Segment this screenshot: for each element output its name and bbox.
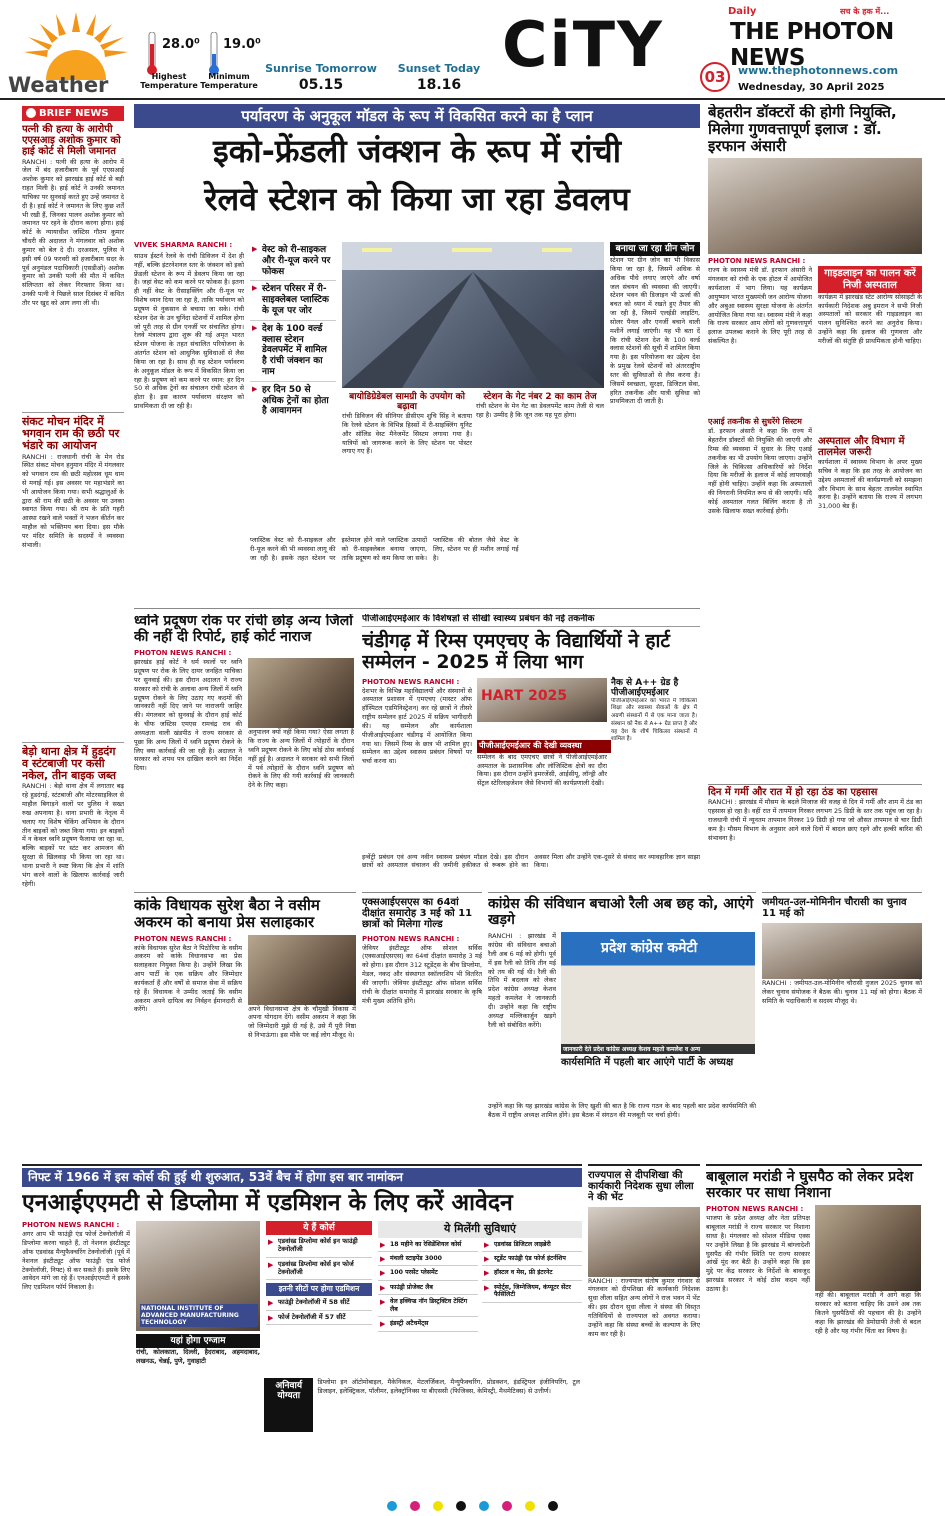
facility-item: ▶ एडवांस्ड डिजिटल लाइब्रेरी — [482, 1238, 582, 1252]
babulal-photo — [815, 1205, 921, 1291]
lead-bottom-text: प्लास्टिक वेस्ट को री-साइकल और री-यूज करने की भी व्यवस्था लागू की जा रही है। इसके तहत स्टेशन पर इस्तेमाल होने वाले प्लास्टिक उत्पादों को री-साइक्लेबल बनाया जाएगा, ताकि प्रदूषण को कम किया जा सके। प्लास्टिक की बोतल जैसे वेस्ट के लिए, स्टेशन पर ही मशीन लगाई गई है। — [250, 536, 519, 562]
hart-photo-label: HART 2025 — [481, 687, 568, 704]
rims-body: देशभर के विभिन्न महाविद्यालयों और संस्थानों से अस्पताल प्रशासन में एमएचए (मास्टर ऑफ हॉस्पिटल एडमिनिस्ट्रेशन) कर रहे छात्रों ने तीसरे राष्ट्रीय सम्मेलन हार्ट 2025 में सक्रिय भागीदारी की। यह सम्मेलन और कार्यशाला पीजीआईएमईआर चंडीगढ़ में आयोजित किया गया था। जिसमें रिम्स के छात्र भी शामिल हुए। सम्मेलन का उद्देश्य स्वास्थ्य प्रबंधन विषयों पर चर्चा करना था। — [362, 686, 472, 766]
sunrise-time: 05.15 — [298, 78, 344, 93]
congress-body: RANCHI : झारखंड में कांग्रेस की संविधान बचाओ रैली अब 6 मई को होगी। पूर्व में इस रैली को तिथि तीन मई को तय की गई थी। रैली की तिथि में बदलाव को लेकर प्रदेश कांग्रेस अध्यक्ष केशव महतो कमलेश ने जानकारी दी। उन्होंने कहा कि राष्ट्रीय अध्यक्ष मल्लिकार्जुन खड़गे रैली को संबोधित करेंगे। — [488, 932, 556, 1029]
xaviers-byline: PHOTON NEWS RANCHI : — [362, 934, 460, 943]
doctors-story — [708, 104, 922, 774]
sudha-photo — [588, 1207, 700, 1277]
doctors-headline: बेहतरीन डॉक्टरों की होगी नियुक्ति, मिलेगा गुणवत्तापूर्ण इलाज : डॉ. इरफान अंसारी — [708, 104, 897, 155]
hart-event-photo — [477, 678, 607, 722]
jamiyat-story — [762, 892, 922, 1160]
website-link[interactable]: www.thephotonnews.com — [738, 64, 899, 77]
lead-headline-2: रेलवे स्टेशन को किया जा रहा डेवलप — [204, 180, 630, 218]
niamt-kicker: निफ्ट में 1966 में इस कोर्स की हुई थी शुरुआत, 53वें बैच में होगा इस बार नामांकन — [22, 1168, 582, 1187]
caption-2-head: स्टेशन के गेट नंबर 2 का काम तेज — [483, 392, 597, 402]
niamt-story — [22, 1164, 582, 1474]
rims-bottom: इन्वेंट्री प्रबंधन एवं अन्य नवीन स्वास्थ्य प्रबंधन मॉडल देखे। इस दौरान छात्रों को अस्पताल संचालन की जमीनी हकीकत से रूबरू होने का अवसर मिला और उन्होंने एक-दूसरे से संवाद कर व्यावहारिक ज्ञान साझा किया। — [362, 852, 700, 870]
facility-item: ▶ इंडस्ट्री अटैचमेंट्स — [378, 1317, 478, 1331]
exam-head: यहां होगा एग्जाम — [136, 1334, 260, 1348]
rims-byline: PHOTON NEWS RANCHI : — [362, 677, 460, 686]
facility-item: ▶ वेल इक्विप्ड नॉन डिस्ट्रक्टिव टेस्टिंग लैब — [378, 1295, 478, 1317]
niamt-body: अगर आप भी फाउंड्री एंड फोर्ज टेक्नोलॉजी में डिप्लोमा करना चाहते हैं, तो नेशनल इंस्टीट्यूट ऑफ एडवांस्ड मैन्युफैक्चरिंग टेक्नोलॉजी (पूर्व में नेशनल इंस्टीट्यूट ऑफ फाउंड्री एंड फोर्ज टेक्नोलॉजी, निफ्ट) से कर सकते हैं। इसके लिए आवेदन मांगे जा रहे हैं। एनआईएएमटी ने इसके लिए एडमिशन फॉर्म निकाला है। — [22, 1230, 130, 1292]
kanke-byline: PHOTON NEWS RANCHI : — [134, 934, 232, 943]
facilities-head: ये मिलेंगी सुविधाएं — [378, 1221, 582, 1237]
niamt-headline: एनआईएएमटी से डिप्लोमा में एडमिशन के लिए करें आवेदन — [22, 1190, 513, 1217]
babulal-body-2: नहीं की। बाबूलाल मरांडी ने आगे कहा कि सरकार को बताना चाहिए कि उसने अब तक कितने घुसपैठियों की पहचान की है। उन्होंने कहा कि झारखंड की डेमोग्राफी तेजी से बदल रही है और यह गंभीर चिंता का विषय है। — [815, 1291, 921, 1335]
jamiyat-photo — [762, 923, 922, 979]
rims-kicker: पीजीआईएमईआर के विशेषज्ञों से सीखी स्वास्थ्य प्रबंधन की नई तकनीक — [362, 614, 700, 627]
brief-news-label: BRIEF NEWS — [39, 108, 109, 119]
xaviers-body: जेवियर इंस्टीट्यूट ऑफ सोशल सर्विस (एक्सआईएसएस) का 64वां दीक्षांत समारोह 3 मई को होगा। इस दौरान 312 स्टूडेंट्स के बीच डिप्लोमा, मेडल, नकद और संस्थागत स्कॉलरशिप भी वितरित की जाएगी। जेवियर इंस्टीट्यूट ऑफ सोशल सर्विस रांची के दीक्षांत समारोह में झारखंड सरकार के कृषि मंत्री मुख्य अतिथि होंगे। — [362, 943, 482, 1005]
babulal-byline: PHOTON NEWS RANCHI : — [706, 1205, 804, 1214]
brief-body: RANCHI : राजधानी रांची के मेन रोड स्थित संकट मोचन हनुमान मंदिर में मंगलवार को भगवान राम की छठी महोत्सव धूम धाम से मनाई गई। इस अवसर पर महाभंडारे का भी आयोजन किया गया। सभी श्रद्धालुओं के द्वारा श्री राम की छठी के अवसर पर उनका स्वागत किया गया। श्री राम के प्रति गहरी आस्था रखने वाले भक्तों ने भजन कीर्तन कर माहौल को भक्तिमय बना दिया। इस मौके पर मंदिर समिति के सदस्यों ने व्यवस्था संभाली। — [22, 452, 124, 549]
congress-subhead: कार्यसमिति में पहली बार आएंगे पार्टी के अध्यक्ष — [561, 1057, 734, 1069]
course-item: ▶ एडवांस्ड डिप्लोमा कोर्स इन फाउंड्री टेक्नोलॉजी — [266, 1235, 372, 1258]
minister-event-photo — [708, 158, 922, 254]
page-number — [700, 62, 730, 92]
register-dot — [410, 1501, 420, 1511]
brief-item — [22, 742, 124, 927]
weather-label: Weather — [8, 74, 109, 97]
paper-tagline: सच के हक में... — [840, 7, 890, 16]
rims-headline: चंडीगढ़ में रिम्स एमएचए के विद्यार्थियों ने हार्ट सम्मेलन - 2025 में लिया भाग — [362, 630, 670, 674]
railway-station-photo — [342, 242, 604, 388]
thermometer-high-icon — [146, 32, 158, 76]
lead-kicker: पर्यावरण के अनुकूल मॉडल के रूप में विकसित करने का है प्लान — [134, 104, 700, 128]
babulal-body: भाजपा के प्रदेश अध्यक्ष और नेता प्रतिपक्ष बाबूलाल मरांडी ने राज्य सरकार पर निशाना साधा है। मंगलवार को सोशल मीडिया एक्स पर उन्होंने लिखा है कि झारखंड में बांग्लादेशी घुसपैठ की गंभीर स्थिति पर राज्य सरकार आंखें मूंद कर बैठी है। उन्होंने कहा कि इस मुद्दे पर केंद्र सरकार के निर्देशों के बावजूद झारखंड सरकार ने कोई ठोस कदम नहीं उठाया है। — [706, 1214, 810, 1293]
courses-head: ये हैं कोर्स — [266, 1221, 372, 1235]
guideline-body: कार्यक्रम में झारखंड स्टेट आरोग्य सोसाइटी के कार्यकारी निदेशक अबु इमरान ने सभी निजी अस्पतालों को सरकार की गाइडलाइन का पालन सुनिश्चित करने का अनुरोध किया। उन्होंने कहा कि इलाज की गुणवत्ता और मरीजों की संतुष्टि ही प्राथमिकता होनी चाहिए। — [818, 292, 922, 345]
paper-name: THE PHOTON NEWS — [730, 20, 894, 71]
coordination-head: अस्पताल और विभाग में तालमेल जरूरी — [818, 435, 905, 458]
heat-story — [708, 784, 922, 884]
daily-label: Daily — [728, 6, 757, 17]
lead-point: ▶ वेस्ट को री-साइकल और री-यूज करने पर फोकस — [250, 242, 336, 281]
seats-head: इतनी सीटों पर होगा एडमिशन — [266, 1283, 372, 1295]
sunset-label: Sunset Today — [397, 62, 481, 75]
brief-headline: संकट मोचन मंदिर में भगवान राम की छठी पर भंडारे का आयोजन — [22, 414, 120, 453]
babulal-story — [706, 1164, 922, 1474]
lead-body: साउथ ईस्टर्न रेलवे के रांची डिविजन में देश ही नहीं, बल्कि इंटरनेशनल स्तर के जंक्शन को इको फ्रेंडली स्टेशन के रूप में डेवलप किया जा रहा है। जहां वेस्ट को कम करने पर फोकस है। इतना ही नहीं वेस्ट के रीसाइक्लिंग और री-यूज पर विशेष ध्यान दिया जा रहा है, ताकि पर्यावरण को प्रदूषण से नुकसान से बचाया जा सके। रांची स्टेशन देश के उन चुनिंदा स्टेशनों में शामिल होगा जो पूरी तरह से ग्रीन एनर्जी पर संचालित होगा। रेलवे मंत्रालय द्वारा शुरू की गई अमृत भारत स्टेशन योजना के तहत संचालित परियोजना के अंतर्गत स्टेशन को आधुनिक सुविधाओं से लैस किया जा रहा है। साथ ही यह स्टेशन पर्यावरण के अनुकूल मॉडल के रूप में विकसित किया जा रहा है। प्रदूषण को कम करने पर ध्यान: हर दिन 50 से अधिक ट्रेनों का संचालन रांची स्टेशन से होता है। इस कारण पर्यावरण संरक्षण को प्राथमिकता दी जा रही है। — [134, 252, 244, 411]
green-zone-head: बनाया जा रहा ग्रीन जोन — [610, 242, 700, 256]
xaviers-headline: एक्सआईएसएस का 64वां दीक्षांत समारोह 3 मई को 11 छात्रों को मिलेगा गोल्ड — [362, 897, 473, 931]
jamiyat-body: RANCHI : जमीयत-उल-मोमिनीन चौरासी नुजल 2025 चुनाव को लेकर चुनाव संयोजक ने बैठक की। चुनाव 11 मई को होगा। बैठक में समिति के पदाधिकारी व सदस्य मौजूद थे। — [762, 979, 922, 1006]
brief-news-header — [22, 106, 124, 121]
babulal-headline: बाबूलाल मरांडी ने घुसपैठ को लेकर प्रदेश सरकार पर साधा निशाना — [706, 1169, 914, 1201]
high-temp: 28.0⁰ — [162, 38, 200, 52]
brief-body: RANCHI : बेड़ो थाना क्षेत्र में लगातार बढ़ रहे हुडदंगई, स्टंटबाजी और मोटरसाइकिल से माहौल बिगाड़ने वालों पर पुलिस ने सख्त रुख अपनाया है। थाना प्रभारी के नेतृत्व में चलाए गए विशेष चेकिंग अभियान के दौरान तीन बाइकों को जब्त किया गया। इन बाइकों में न केवल ध्वनि प्रदूषण फैलाया जा रहा था, बल्कि बाइकों पर स्टंट कर आमजन की सुरक्षा से खिलवाड़ भी किया जा रहा था। थाना प्रभारी ने स्पष्ट किया कि क्षेत्र में शांति भंग करने वालों के खिलाफ कार्रवाई जारी रहेगी। — [22, 782, 124, 888]
sudha-body: RANCHI : राज्यपाल संतोष कुमार गंगवार से मंगलवार को दीपशिखा की कार्यकारी निदेशक सुधा लीला सहित अन्य लोगों ने राज भवन में भेंट की। इस दौरान सुधा लीला ने संस्था की विस्तृत गतिविधियों से राज्यपाल को अवगत कराया। उन्होंने कहा कि संस्था बच्चों के कल्याण के लिए काम कर रही है। — [588, 1276, 700, 1338]
sunrise-label: Sunrise Tomorrow — [265, 62, 377, 75]
brief-news-column — [22, 106, 124, 926]
noise-byline: PHOTON NEWS RANCHI : — [134, 649, 232, 658]
doctors-body: राज्य के स्वास्थ्य मंत्री डॉ. इरफान अंसारी ने मंगलवार को रांची के एक होटल में आयोजित कार्यशाला में भाग लिया। यह कार्यक्रम आयुष्मान भारत मुख्यमंत्री जन आरोग्य योजना और अबुआ स्वास्थ्य सुरक्षा योजना के अंतर्गत आयोजित किया गया था। स्वास्थ्य मंत्री ने कहा कि राज्य सरकार आम लोगों को गुणवत्तापूर्ण इलाज उपलब्ध कराने के लिए पूरी तरह से संकल्पित है। — [708, 266, 812, 346]
doctors-body-2: डॉ. इरफान अंसारी ने कहा कि राज्य में बेहतरीन डॉक्टरों की नियुक्ति की जाएगी और रिम्स की व्यवस्था में सुधार के लिए एआई तकनीक का भी उपयोग किया जाएगा। उन्होंने जिले के चिकित्सा अधिकारियों को निर्देश दिया कि मरीजों के इलाज में कोई लापरवाही नहीं होनी चाहिए। उन्होंने कहा कि अस्पतालों की निगरानी नियमित रूप से की जाएगी। यदि कोई अस्पताल गलत बिलिंग करता है तो उसके खिलाफ सख्त कार्रवाई होगी। — [708, 427, 812, 515]
register-dot — [479, 1501, 489, 1511]
brief-item — [22, 124, 124, 408]
facility-item: ▶ मंथली स्टाइपेंड 3000 — [378, 1252, 478, 1266]
lead-point: ▶ स्टेशन परिसर में री-साइक्लेबल प्लास्टिक के यूज पर जोर — [250, 281, 336, 320]
doctors-subhead: एआई तकनीक से सुधरेंगे सिस्टम — [708, 417, 802, 427]
kanke-body: कांके विधायक सुरेश बैठा ने पिठोरिया के वसीम अकरम को कांके विधानसभा का प्रेस सलाहकार नियुक्त किया है। उन्होंने लिखा कि आप पार्टी के एक सक्रिय और जिम्मेदार कार्यकर्ता हैं और वर्षों से समाज सेवा में सक्रिय रहे हैं। विधायक ने उम्मीद जताई कि वसीम अकरम अपने दायित्व का निर्वहन ईमानदारी से करेंगे। — [134, 943, 242, 1014]
sudha-story — [588, 1164, 700, 1474]
high-temp-label: Highest Temperature — [140, 72, 198, 91]
pgimer-caption-head: पीजीआईएमईआर की देखी व्यवस्था — [477, 740, 611, 753]
niamt-building-photo — [136, 1221, 260, 1331]
noise-photo — [248, 658, 354, 728]
naac-box-body: पीजीआईएमईआर को भारत में चिकित्सा शिक्षा और स्वास्थ्य सेवाओं के क्षेत्र में अग्रणी संस्थानों में से एक माना जाता है। संस्थान को नैक से A++ ग्रेड प्राप्त है और यह देश के शीर्ष चिकित्सा संस्थानों में शामिल है। — [611, 697, 697, 743]
print-register-bar — [0, 1490, 945, 1512]
facility-item: ▶ हॉस्टल व मेस, फ्री इंटरनेट — [482, 1266, 582, 1280]
noise-caption: अनुपालन क्यों नहीं किया गया? ऐसा लगता है कि राज्य के अन्य जिलों में त्योहारों के दौरान ध्वनि प्रदूषण रोकने के लिए कोई ठोस कार्रवाई नहीं हुई है। अदालत ने सरकार को सभी जिलों में पर्व त्योहारों के दौरान ध्वनि प्रदूषण को रोकने के लिए की गयी कार्रवाई की जानकारी देने के लिए कहा। — [248, 728, 354, 790]
caption-1-text: रांची डिविजन की सीनियर डीसीएम शुचि सिंह ने बताया कि रेलवे स्टेशन के विभिन्न हिस्सों में री-साइक्लिंग यूनिट और सॉलिड वेस्ट मैनेजमेंट सिस्टम लगाया गया है। यात्रियों को जागरूक करने के लिए स्टेशन पर पोस्टर लगाए गए हैं। — [342, 412, 472, 456]
noise-headline: ध्वनि प्रदूषण रोक पर रांची छोड़ अन्य जिलों की नहीं दी रिपोर्ट, हाई कोर्ट नाराज — [134, 614, 353, 645]
edition-date: Wednesday, 30 April 2025 — [738, 82, 885, 93]
brief-body: RANCHI : पत्नी की हत्या के आरोप में जेल में बंद हजारीबाग के पूर्व एएसआई अशोक कुमार को झारखंड हाई कोर्ट से बड़ी राहत मिली है। हाई कोर्ट ने उनकी जमानत याचिका पर सुनवाई करते हुए उन्हें जमानत दे दी है। हाई कोर्ट ने जमानत के लिए कुछ शर्तें भी रखी हैं, जिनका पालन अशोक कुमार को जमानत पर रहने के दौरान करना होगा। हाई कोर्ट के न्यायाधीश जस्टिस गौतम कुमार चौधरी की अदालत ने मंगलवार को अशोक कुमार को बेल दे दी। दरअसल, पुलिस ने इसी वर्ष 09 फरवरी को हजारीबाग सदर के पूर्व अनुमंडल पदाधिकारी (एसडीओ) अशोक कुमार को उनकी पत्नी की मौत में कथित संलिप्तता को लेकर गिरफ्तार किया था। उनकी पत्नी ने पिछले साल दिसंबर में कथित तौर पर खुद को आग लगा ली थी। — [22, 157, 124, 307]
facility-item: ▶ स्टूडेंट फाउंड्री एंड फोर्ज इंटर्नशिप — [482, 1252, 582, 1266]
heat-body: RANCHI : झारखंड में मौसम के बदले मिजाज की वजह से दिन में गर्मी और शाम में ठंड का एहसास हो रहा है। वहीं रात में तापमान गिरकर लगभग 25 डिग्री के स्तर तक पहुंच जा रहा है। राजधानी रांची में न्यूनतम तापमान गिरकर 19 डिग्री हो गया जो औसत तापमान से चार डिग्री कम है। मौसम विभाग के अनुसार आने वाले दिनों में बादल छाए रहने और हल्की बारिश की संभावना है। — [708, 798, 922, 842]
register-dot — [456, 1501, 466, 1511]
register-dot — [387, 1501, 397, 1511]
photo-caption-1 — [342, 392, 472, 508]
eligibility-head: अनिवार्य योग्यता — [264, 1378, 313, 1432]
coordination-body: कार्यशाला में स्वास्थ्य विभाग के अपर मुख्य सचिव ने कहा कि इस तरह के आयोजन का उद्देश्य अस्पतालों की कार्यप्रणाली को समझना और विभाग के साथ बेहतर तालमेल स्थापित करना है। उन्होंने बताया कि राज्य में लगभग 31,000 बेड हैं। — [818, 458, 922, 511]
lead-point: ▶ हर दिन 50 से अधिक ट्रेनों का होता है आवागमन — [250, 382, 336, 420]
guideline-head: गाइडलाइन का पालन करें निजी अस्पताल — [818, 266, 922, 292]
city-title: CiTY — [502, 10, 664, 80]
kanke-body-2: अपने विधानसभा क्षेत्र के चौमुखी विकास में अपना योगदान देंगे। वसीम अकरम ने कहा कि जो जिम्मेदारी मुझे दी गई है, उसे मैं पूरी निष्ठा से निभाऊंगा। इस मौके पर कई लोग मौजूद थे। — [248, 1004, 356, 1040]
heat-headline: दिन में गर्मी और रात में हो रहा ठंड का एहसास — [708, 787, 878, 798]
congress-banner-text: प्रदेश कांग्रेस कमेटी — [601, 940, 698, 957]
register-dot — [548, 1501, 558, 1511]
lead-point: ▶ देश के 100 वर्ल्ड क्लास स्टेशन डेवलपमेंट में शामिल है रांची जंक्शन का नाम — [250, 321, 336, 382]
masthead — [0, 0, 945, 100]
congress-story — [488, 892, 756, 1160]
niamt-byline: PHOTON NEWS RANCHI : — [22, 1221, 120, 1230]
lead-headline-1: इको-फ्रेंडली जंक्शन के रूप में रांची — [213, 132, 621, 170]
brief-headline: पत्नी की हत्या के आरोपी एएसआइ अशोक कुमार को हाई कोर्ट से मिली जमानत — [22, 124, 121, 158]
xaviers-story — [362, 892, 482, 1160]
facility-item: ▶ 100 परसेंट प्लेसमेंट — [378, 1266, 478, 1280]
lead-story — [134, 104, 700, 609]
low-temp-label: Minimum Temperature — [200, 72, 258, 91]
brief-item — [22, 412, 124, 738]
congress-headline: कांग्रेस की संविधान बचाओ रैली अब छह को, आएंगे खड़गे — [488, 896, 754, 928]
naac-box-head: नैक से A++ ग्रेड है पीजीआईएमईआर — [611, 677, 679, 698]
noise-body: झारखंड हाई कोर्ट ने धर्म स्थलों पर ध्वनि प्रदूषण पर रोक के लिए दायर जनहित याचिका पर सुनवाई की। इस दौरान अदालत ने राज्य सरकार को रांची के अलावा अन्य जिलों में ध्वनि प्रदूषण रोकने के लिए उठाए गए कदमों की जानकारी नहीं दिए जाने पर नाराजगी जाहिर की। मंगलवार को सुनवाई के दौरान हाई कोर्ट के चीफ जस्टिस एमएस रामचंद्र राव की अध्यक्षता वाली खंडपीठ ने राज्य सरकार से पूछा कि अन्य जिलों में ध्वनि प्रदूषण रोकने के लिए क्या कार्रवाई की जा रही है। अदालत ने सरकार को शपथ पत्र दाखिल करने का निर्देश दिया। — [134, 658, 242, 773]
kanke-photo — [248, 935, 356, 1005]
sudha-headline: राज्यपाल से दीपशिखा की कार्यकारी निदेशक सुधा लीला ने की भेंट — [588, 1170, 694, 1204]
noise-story — [134, 614, 354, 884]
thermometer-low-icon — [208, 32, 220, 76]
caption-1-head: बायोडिग्रेडेबल सामग्री के उपयोग को बढ़ावा — [349, 392, 465, 413]
lead-byline: VIVEK SHARMA RANCHI : — [134, 241, 233, 249]
register-dot — [433, 1501, 443, 1511]
seat-item: ▶ फाउंड्री टेक्नोलॉजी में 58 सीटें — [266, 1296, 372, 1311]
register-dot — [502, 1501, 512, 1511]
register-dot — [525, 1501, 535, 1511]
green-zone-box — [610, 242, 700, 534]
course-item: ▶ एडवांस्ड डिप्लोमा कोर्स इन फोर्ज टेक्नोलॉजी — [266, 1258, 372, 1281]
seat-item: ▶ फोर्ज टेक्नोलॉजी में 57 सीटें — [266, 1311, 372, 1326]
jamiyat-headline: जमीयत-उल-मोमिनीन चौरासी का चुनाव 11 मई को — [762, 897, 907, 920]
photo-caption-2 — [476, 392, 604, 498]
caption-2-text: रांची स्टेशन के मेन गेट का डेवलपमेंट काम तेजी से चल रहा है। उम्मीद है कि जून तक यह पूरा होगा। — [476, 402, 604, 419]
doctors-byline: PHOTON NEWS RANCHI : — [708, 257, 806, 266]
kanke-headline: कांके विधायक सुरेश बैठा ने वसीम अकरम को बनाया प्रेस सलाहकार — [134, 896, 320, 931]
lead-points — [250, 242, 336, 522]
facility-item: ▶ 18 महीने का रेसिडेंशियल कोर्स — [378, 1238, 478, 1252]
green-zone-body: स्टेशन पर ग्रीन जोन का भी विकास किया जा रहा है, जिसमें अधिक से अधिक पौधे लगाए जाएंगे और वर्षा जल संचयन की व्यवस्था की जाएगी। स्टेशन भवन की डिजाइन भी ऊर्जा की बचत को ध्यान में रखते हुए तैयार की जा रही है, जिसमें एलईडी लाइटिंग, सोलर पैनल और एनर्जी बचाने वाली मशीनें लगाई जाएंगी। यह भी बता दें कि रांची स्टेशन देश के 100 वर्ल्ड क्लास स्टेशनों की सूची में शामिल किया गया है। इस परियोजना का उद्देश्य देश के प्रमुख रेलवे स्टेशनों को अंतरराष्ट्रीय स्तर की सुविधाओं से लैस करना है। जिसमें स्वच्छता, सुरक्षा, डिजिटल सेवा, हरित तकनीक और यात्री सुविधा को प्राथमिकता दी जाती है। — [610, 256, 700, 406]
congress-photo-caption: जानकारी देते प्रदेश कांग्रेस अध्यक्ष केशव महतो कमलेश व अन्य — [561, 1044, 755, 1054]
facility-item: ▶ स्पोर्ट्स, जिम्नेजियम, कंप्यूटर सेंटर फैसिलिटी — [482, 1281, 582, 1303]
eligibility-body: डिप्लोमा इन ऑटोमोबाइल, मैकेनिकल, मेटलर्जिकल, मैन्युफैक्चरिंग, प्रोडक्शन, इंडस्ट्रियल इंजीनियरिंग, टूल डिजाइन, इलेक्ट्रिकल, पॉलीमर, इलेक्ट्रॉनिक्स या बीएससी (फिजिक्स, केमिस्ट्री, मैथमेटिक्स) से उत्तीर्ण। — [317, 1378, 580, 1396]
sunset-time: 18.16 — [416, 78, 462, 93]
pgimer-caption-text: सम्मेलन के बाद एमएचए छात्रों ने पीजीआईएमईआर अस्पताल के प्रशासनिक और लॉजिस्टिक क्षेत्रों का दौरा किया। इस दौरान उन्होंने इमरजेंसी, आईसीयू, लॉन्ड्री और सेंट्रल स्टेरिलाइजेशन जैसे विभागों की कार्यप्रणाली देखी। — [477, 752, 607, 788]
exam-body: रांची, कोलकाता, दिल्ली, हैदराबाद, अहमदाबाद, लखनऊ, चेन्नई, पुणे, गुवाहाटी — [136, 1348, 260, 1366]
congress-press-photo — [561, 932, 755, 1044]
facility-item: ▶ फाउंड्री प्रोजेक्ट लैब — [378, 1281, 478, 1295]
sun-icon — [20, 10, 132, 80]
brief-headline: बेड़ो थाना क्षेत्र में हुडदंग व स्टंटबाजी पर कसी नकेल, तीन बाइक जब्त — [22, 744, 117, 783]
page-number-text: 03 — [704, 68, 726, 86]
niamt-photo-label: NATIONAL INSTITUTE OF ADVANCED MANUFACTURING TECHNOLOGY — [140, 1304, 258, 1327]
congress-sub-body: उन्होंने कहा कि यह झारखंड कांग्रेस के लिए खुशी की बात है कि राज्य गठन के बाद पहली बार प्रदेश कार्यसमिति की बैठक में राष्ट्रीय अध्यक्ष शामिल होंगे। इस बैठक में संगठन की मजबूती पर चर्चा होगी। — [488, 1102, 756, 1120]
low-temp: 19.0⁰ — [223, 38, 261, 52]
rims-story — [362, 614, 700, 884]
kanke-story — [134, 892, 356, 1160]
brief-news-icon — [26, 108, 36, 118]
